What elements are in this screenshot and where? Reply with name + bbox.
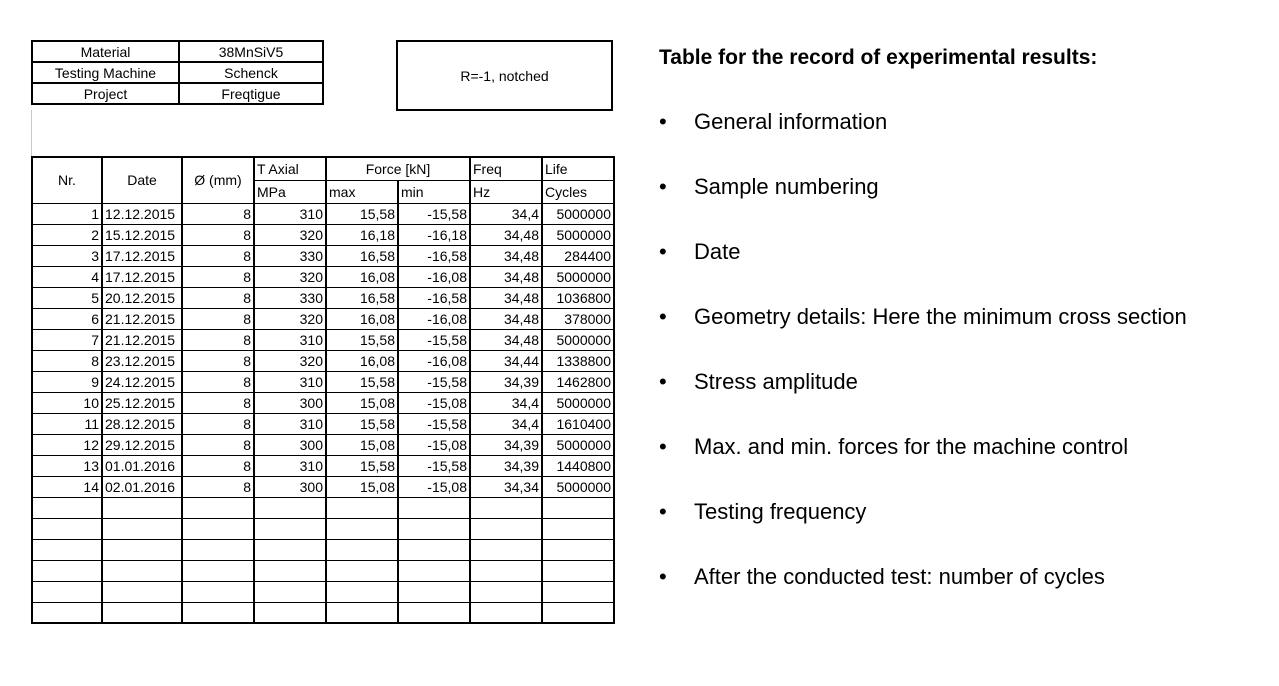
cell-force-min xyxy=(398,602,470,623)
header-nr: Nr. xyxy=(32,157,102,203)
cell-date xyxy=(102,602,182,623)
cell-diameter: 8 xyxy=(182,476,254,497)
cell-freq xyxy=(470,560,542,581)
cell-force-max xyxy=(326,518,398,539)
cell-force-min: -16,58 xyxy=(398,245,470,266)
cell-nr: 13 xyxy=(32,455,102,476)
cell-force-max xyxy=(326,539,398,560)
cell-nr: 14 xyxy=(32,476,102,497)
cell-stress: 310 xyxy=(254,413,326,434)
cell-diameter: 8 xyxy=(182,350,254,371)
cell-life: 5000000 xyxy=(542,476,614,497)
cell-nr: 4 xyxy=(32,266,102,287)
cell-nr: 9 xyxy=(32,371,102,392)
table-row xyxy=(32,434,614,455)
bullet-icon: • xyxy=(659,239,667,264)
cell-date: 17.12.2015 xyxy=(102,266,182,287)
cell-force-min: -15,58 xyxy=(398,413,470,434)
cell-diameter: 8 xyxy=(182,329,254,350)
table-row xyxy=(32,266,614,287)
cell-nr: 12 xyxy=(32,434,102,455)
cell-diameter: 8 xyxy=(182,245,254,266)
table-row xyxy=(32,455,614,476)
table-row xyxy=(32,413,614,434)
cell-date: 02.01.2016 xyxy=(102,476,182,497)
cell-freq: 34,48 xyxy=(470,287,542,308)
cell-force-min: -15,58 xyxy=(398,455,470,476)
cell-life: 1036800 xyxy=(542,287,614,308)
cell-date: 20.12.2015 xyxy=(102,287,182,308)
cell-life: 5000000 xyxy=(542,266,614,287)
cell-force-max: 15,58 xyxy=(326,203,398,224)
cell-nr xyxy=(32,560,102,581)
cell-diameter: 8 xyxy=(182,455,254,476)
cell-force-min: -15,08 xyxy=(398,434,470,455)
cell-force-min: -15,08 xyxy=(398,476,470,497)
cell-life xyxy=(542,581,614,602)
cell-diameter xyxy=(182,581,254,602)
info-label: Project xyxy=(32,83,179,104)
cell-life xyxy=(542,518,614,539)
cell-date xyxy=(102,560,182,581)
cell-stress: 320 xyxy=(254,266,326,287)
cell-force-min xyxy=(398,497,470,518)
description-item-text: After the conducted test: number of cycles xyxy=(694,564,1105,589)
cell-freq: 34,48 xyxy=(470,308,542,329)
cell-force-max: 16,08 xyxy=(326,350,398,371)
cell-nr xyxy=(32,581,102,602)
cell-life xyxy=(542,560,614,581)
info-value: Schenck xyxy=(179,62,323,83)
test-condition-note: R=-1, notched xyxy=(396,40,613,111)
cell-force-min: -16,08 xyxy=(398,350,470,371)
header-force: Force [kN] xyxy=(326,157,470,180)
cell-nr xyxy=(32,518,102,539)
cell-force-min: -16,08 xyxy=(398,266,470,287)
cell-life: 1610400 xyxy=(542,413,614,434)
cell-force-max: 15,08 xyxy=(326,392,398,413)
cell-date: 23.12.2015 xyxy=(102,350,182,371)
bullet-icon: • xyxy=(659,564,667,589)
table-row xyxy=(32,560,614,581)
cell-force-max: 16,58 xyxy=(326,245,398,266)
cell-force-max: 15,58 xyxy=(326,371,398,392)
header-freq-unit: Hz xyxy=(470,180,542,203)
header-diameter: Ø (mm) xyxy=(182,157,254,203)
cell-force-min: -15,58 xyxy=(398,329,470,350)
cell-force-max: 15,08 xyxy=(326,434,398,455)
table-row xyxy=(32,497,614,518)
cell-force-min: -15,08 xyxy=(398,392,470,413)
cell-freq: 34,34 xyxy=(470,476,542,497)
cell-date xyxy=(102,581,182,602)
cell-life: 5000000 xyxy=(542,329,614,350)
cell-life: 5000000 xyxy=(542,392,614,413)
cell-force-max: 15,58 xyxy=(326,329,398,350)
cell-force-max: 16,18 xyxy=(326,224,398,245)
cell-life: 1338800 xyxy=(542,350,614,371)
cell-date: 12.12.2015 xyxy=(102,203,182,224)
cell-life: 5000000 xyxy=(542,434,614,455)
cell-diameter: 8 xyxy=(182,224,254,245)
cell-stress xyxy=(254,581,326,602)
cell-force-min xyxy=(398,560,470,581)
table-row xyxy=(32,350,614,371)
cell-nr xyxy=(32,497,102,518)
cell-force-max xyxy=(326,560,398,581)
cell-stress: 310 xyxy=(254,329,326,350)
cell-stress: 320 xyxy=(254,308,326,329)
cell-stress: 300 xyxy=(254,476,326,497)
bullet-icon: • xyxy=(659,369,667,394)
header-life-unit: Cycles xyxy=(542,180,614,203)
cell-diameter: 8 xyxy=(182,266,254,287)
bullet-icon: • xyxy=(659,304,667,329)
cell-diameter: 8 xyxy=(182,392,254,413)
info-row-testing-machine xyxy=(32,62,323,83)
cell-force-min: -15,58 xyxy=(398,371,470,392)
cell-nr: 11 xyxy=(32,413,102,434)
cell-freq xyxy=(470,602,542,623)
header-stress: T Axial xyxy=(254,157,326,180)
cell-date: 25.12.2015 xyxy=(102,392,182,413)
description-item-text: Sample numbering xyxy=(694,174,879,199)
table-row xyxy=(32,329,614,350)
cell-date: 17.12.2015 xyxy=(102,245,182,266)
table-row xyxy=(32,518,614,539)
results-body xyxy=(32,203,614,623)
info-value: 38MnSiV5 xyxy=(179,41,323,62)
cell-freq: 34,48 xyxy=(470,224,542,245)
cell-stress xyxy=(254,560,326,581)
table-row xyxy=(32,224,614,245)
header-force-max: max xyxy=(326,180,398,203)
cell-stress xyxy=(254,497,326,518)
cell-date: 01.01.2016 xyxy=(102,455,182,476)
cell-force-min: -15,58 xyxy=(398,203,470,224)
cell-freq: 34,48 xyxy=(470,266,542,287)
cell-force-min xyxy=(398,581,470,602)
info-label: Testing Machine xyxy=(32,62,179,83)
cell-freq xyxy=(470,581,542,602)
header-row-top xyxy=(32,157,614,180)
cell-force-max: 15,58 xyxy=(326,413,398,434)
cell-life xyxy=(542,497,614,518)
table-row xyxy=(32,602,614,623)
cell-stress xyxy=(254,602,326,623)
cell-nr: 1 xyxy=(32,203,102,224)
cell-nr: 3 xyxy=(32,245,102,266)
cell-life: 1462800 xyxy=(542,371,614,392)
cell-force-max: 15,08 xyxy=(326,476,398,497)
cell-stress: 300 xyxy=(254,434,326,455)
cell-life xyxy=(542,539,614,560)
bullet-icon: • xyxy=(659,434,667,459)
cell-life: 5000000 xyxy=(542,224,614,245)
cell-nr xyxy=(32,602,102,623)
table-row xyxy=(32,539,614,560)
header-freq: Freq xyxy=(470,157,542,180)
table-row xyxy=(32,203,614,224)
cell-freq xyxy=(470,497,542,518)
cell-force-min xyxy=(398,539,470,560)
cell-diameter xyxy=(182,518,254,539)
cell-freq xyxy=(470,539,542,560)
cell-force-max: 15,58 xyxy=(326,455,398,476)
cell-life: 5000000 xyxy=(542,203,614,224)
cell-date xyxy=(102,518,182,539)
info-row-material xyxy=(32,41,323,62)
info-value: Freqtigue xyxy=(179,83,323,104)
description-item-text: Max. and min. forces for the machine control xyxy=(694,434,1129,459)
cell-force-max: 16,58 xyxy=(326,287,398,308)
info-row-project xyxy=(32,83,323,104)
cell-freq: 34,48 xyxy=(470,329,542,350)
cell-freq: 34,44 xyxy=(470,350,542,371)
cell-force-max xyxy=(326,581,398,602)
cell-nr: 7 xyxy=(32,329,102,350)
cell-force-max: 16,08 xyxy=(326,308,398,329)
cell-stress: 330 xyxy=(254,287,326,308)
cell-freq: 34,4 xyxy=(470,203,542,224)
cell-freq: 34,39 xyxy=(470,371,542,392)
table-row xyxy=(32,245,614,266)
description-item-text: Geometry details: Here the minimum cross section xyxy=(694,304,1187,329)
cell-diameter: 8 xyxy=(182,203,254,224)
description-item-text: Stress amplitude xyxy=(694,369,858,394)
cell-date: 29.12.2015 xyxy=(102,434,182,455)
cell-nr: 8 xyxy=(32,350,102,371)
cell-diameter: 8 xyxy=(182,434,254,455)
cell-life: 378000 xyxy=(542,308,614,329)
cell-freq: 34,48 xyxy=(470,245,542,266)
cell-force-max xyxy=(326,602,398,623)
cell-life: 1440800 xyxy=(542,455,614,476)
description-title: Table for the record of experimental results: xyxy=(659,46,1098,69)
results-table xyxy=(31,156,615,624)
cell-force-min xyxy=(398,518,470,539)
cell-diameter: 8 xyxy=(182,308,254,329)
cell-force-max: 16,08 xyxy=(326,266,398,287)
header-date: Date xyxy=(102,157,182,203)
cell-date: 21.12.2015 xyxy=(102,308,182,329)
cell-force-min: -16,58 xyxy=(398,287,470,308)
cell-diameter xyxy=(182,602,254,623)
table-row xyxy=(32,308,614,329)
header-stress-unit: MPa xyxy=(254,180,326,203)
cell-diameter xyxy=(182,497,254,518)
cell-stress: 330 xyxy=(254,245,326,266)
cell-diameter: 8 xyxy=(182,413,254,434)
cell-nr: 2 xyxy=(32,224,102,245)
divider-line xyxy=(31,110,32,157)
cell-freq: 34,4 xyxy=(470,413,542,434)
cell-nr: 10 xyxy=(32,392,102,413)
cell-freq: 34,39 xyxy=(470,434,542,455)
description-item-text: General information xyxy=(694,109,888,134)
cell-force-max xyxy=(326,497,398,518)
cell-stress: 310 xyxy=(254,371,326,392)
cell-nr: 5 xyxy=(32,287,102,308)
cell-date: 24.12.2015 xyxy=(102,371,182,392)
cell-freq: 34,39 xyxy=(470,455,542,476)
bullet-icon: • xyxy=(659,109,667,134)
cell-date: 15.12.2015 xyxy=(102,224,182,245)
cell-life xyxy=(542,602,614,623)
cell-life: 284400 xyxy=(542,245,614,266)
cell-force-min: -16,18 xyxy=(398,224,470,245)
bullet-icon: • xyxy=(659,174,667,199)
cell-date: 28.12.2015 xyxy=(102,413,182,434)
table-row xyxy=(32,581,614,602)
cell-stress: 320 xyxy=(254,350,326,371)
cell-stress: 310 xyxy=(254,455,326,476)
cell-diameter xyxy=(182,539,254,560)
description-item-text: Date xyxy=(694,239,741,264)
cell-stress: 320 xyxy=(254,224,326,245)
cell-diameter xyxy=(182,560,254,581)
cell-stress xyxy=(254,518,326,539)
description-panel xyxy=(659,44,1269,589)
cell-stress xyxy=(254,539,326,560)
cell-date xyxy=(102,539,182,560)
cell-force-min: -16,08 xyxy=(398,308,470,329)
table-row xyxy=(32,392,614,413)
bullet-icon: • xyxy=(659,499,667,524)
cell-nr xyxy=(32,539,102,560)
table-row xyxy=(32,476,614,497)
cell-freq: 34,4 xyxy=(470,392,542,413)
info-label: Material xyxy=(32,41,179,62)
table-row xyxy=(32,371,614,392)
cell-diameter: 8 xyxy=(182,371,254,392)
cell-diameter: 8 xyxy=(182,287,254,308)
header-force-min: min xyxy=(398,180,470,203)
description-item-text: Testing frequency xyxy=(694,499,867,524)
cell-stress: 310 xyxy=(254,203,326,224)
cell-date xyxy=(102,497,182,518)
table-row xyxy=(32,287,614,308)
general-info-table xyxy=(31,40,324,105)
cell-freq xyxy=(470,518,542,539)
cell-stress: 300 xyxy=(254,392,326,413)
cell-nr: 6 xyxy=(32,308,102,329)
cell-date: 21.12.2015 xyxy=(102,329,182,350)
header-life: Life xyxy=(542,157,614,180)
